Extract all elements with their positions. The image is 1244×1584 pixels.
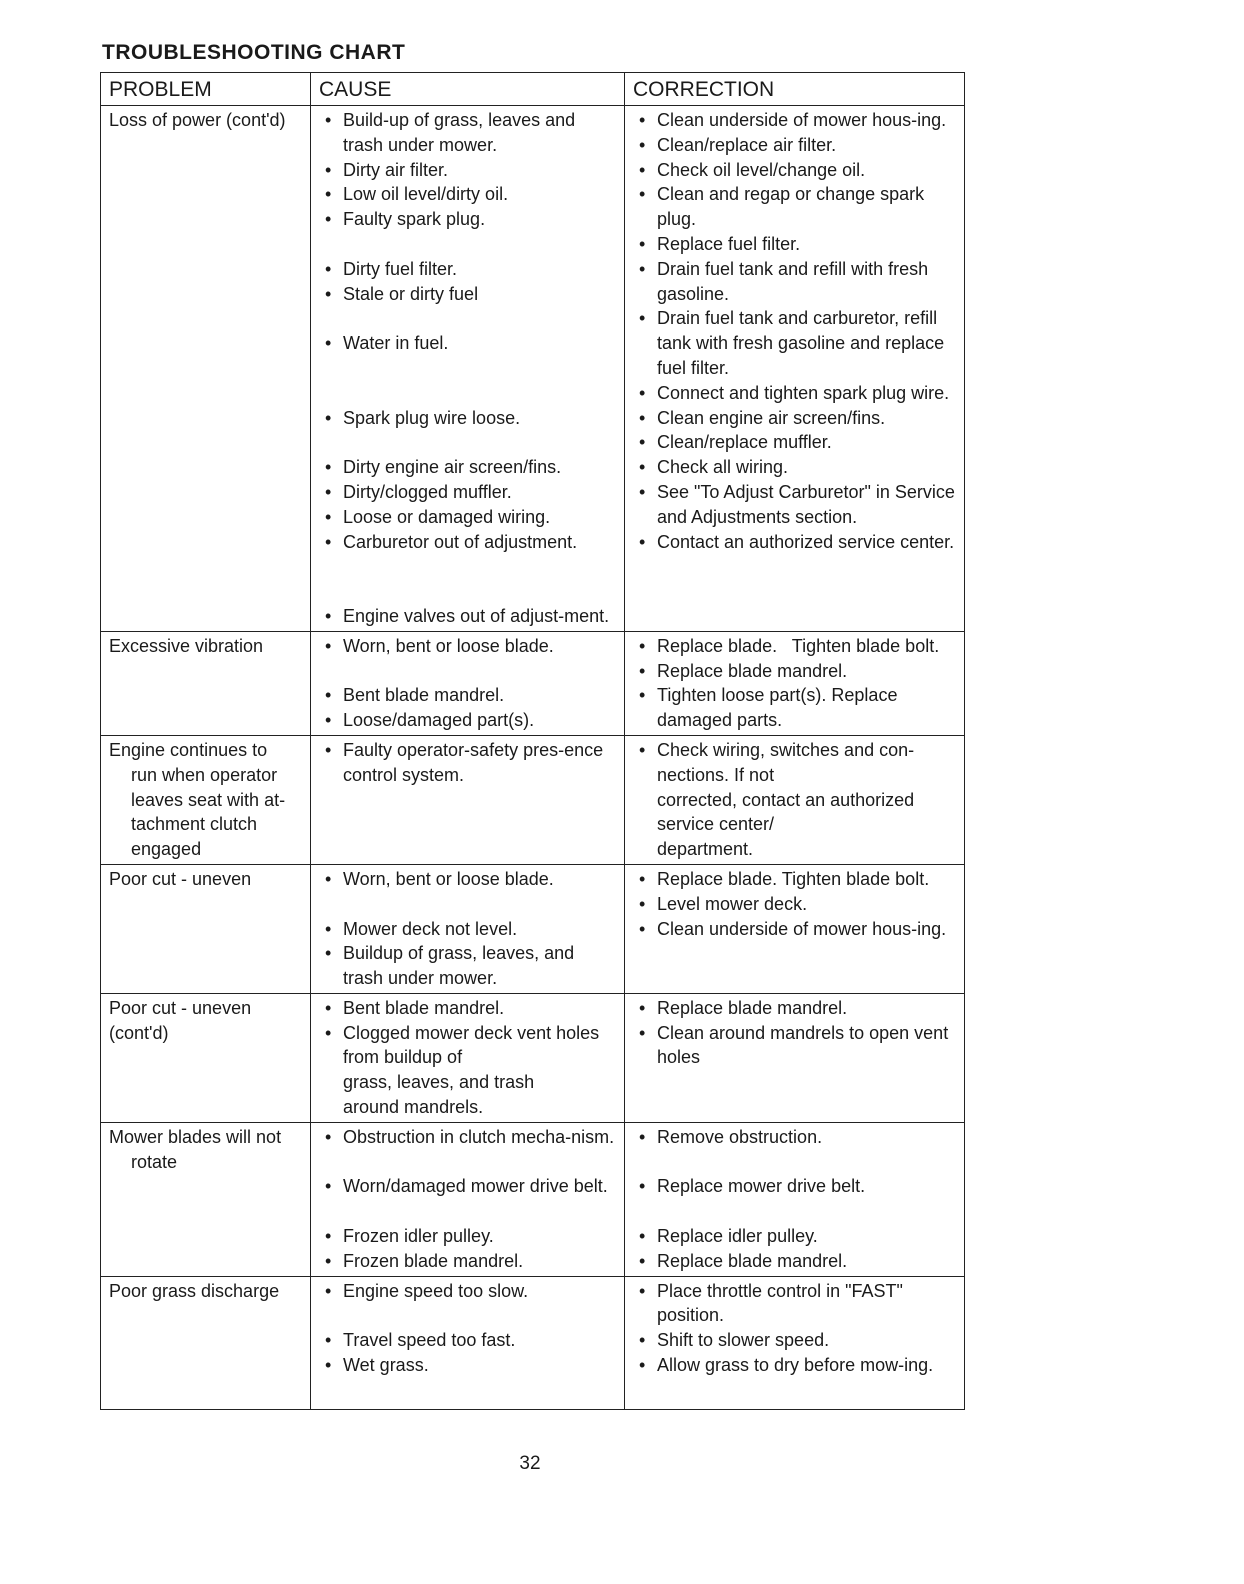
problem-cell: Excessive vibration (101, 631, 311, 735)
correction-line: corrected, contact an authorized (657, 789, 915, 810)
problem-cell (101, 735, 311, 864)
correction-item (633, 738, 958, 862)
correction-item: • Connect and tighten spark plug wire. (633, 381, 958, 406)
problem-line: Mower blades will not (109, 1126, 282, 1147)
correction-item: • Drain fuel tank and refill with fresh gasoline. (633, 257, 958, 307)
correction-item: • Level mower deck. (633, 892, 958, 917)
table-row (101, 993, 965, 1122)
problem-line: leaves seat with at- (131, 789, 286, 810)
cause-item: • Dirty engine air screen/fins. (319, 455, 618, 480)
cause-item: • Build-up of grass, leaves and trash under mower. (319, 108, 618, 158)
correction-cell (625, 1276, 965, 1409)
correction-item: • Clean underside of mower hous-ing. (633, 108, 958, 133)
cause-item: • Dirty fuel filter. (319, 257, 618, 282)
cause-cell (311, 106, 625, 632)
cause-item: • Worn/damaged mower drive belt. (319, 1174, 618, 1224)
table-row (101, 106, 965, 632)
problem-line: Engine continues to (109, 739, 268, 760)
correction-cell (625, 106, 965, 632)
table-row (101, 735, 965, 864)
correction-item: • Clean and regap or change spark plug. (633, 182, 958, 232)
correction-item: • Shift to slower speed. (633, 1328, 958, 1353)
cause-item: • Worn, bent or loose blade. (319, 867, 618, 917)
correction-item: • Drain fuel tank and carburetor, refill tank with fresh gasoline and replace fuel filter. (633, 306, 958, 380)
header-cause: CAUSE (311, 73, 625, 106)
correction-item: • Clean underside of mower hous-ing. (633, 917, 958, 942)
correction-item: • Replace blade. Tighten blade bolt. (633, 867, 958, 892)
correction-cell (625, 631, 965, 735)
correction-item: • Clean engine air screen/fins. (633, 406, 958, 431)
correction-item: • Allow grass to dry before mow-ing. (633, 1353, 958, 1378)
correction-item: • Check oil level/change oil. (633, 158, 958, 183)
problem-line: tachment clutch (131, 814, 258, 835)
cause-item: • Low oil level/dirty oil. (319, 182, 618, 207)
cause-item: • Frozen idler pulley. (319, 1224, 618, 1249)
cause-cell (311, 993, 625, 1122)
table-row (101, 631, 965, 735)
correction-item: • Remove obstruction. (633, 1125, 958, 1175)
correction-item: • Contact an authorized service center. (633, 530, 958, 555)
cause-item (319, 1021, 618, 1120)
problem-cell (101, 993, 311, 1122)
cause-item: • Dirty/clogged muffler. (319, 480, 618, 505)
correction-line: service center/ (657, 814, 775, 835)
correction-item: • Tighten loose part(s). Replace damaged parts. (633, 683, 958, 733)
cause-item: • Bent blade mandrel. (319, 996, 618, 1021)
cause-cell (311, 631, 625, 735)
table-row (101, 1276, 965, 1409)
page-number: 32 (519, 1453, 541, 1474)
correction-cell (625, 735, 965, 864)
problem-line: (cont'd) (109, 1022, 169, 1043)
cause-cell (311, 864, 625, 993)
problem-line: engaged (131, 839, 202, 860)
correction-line: department. (657, 839, 754, 860)
problem-line: run when operator (131, 764, 278, 785)
cause-item: • Loose/damaged part(s). (319, 708, 618, 733)
header-correction: CORRECTION (625, 73, 965, 106)
correction-item: • Replace blade mandrel. (633, 996, 958, 1021)
table-header-row (101, 73, 965, 106)
correction-item: • Place throttle control in "FAST" position. (633, 1279, 958, 1329)
correction-item: • Replace fuel filter. (633, 232, 958, 257)
correction-cell (625, 993, 965, 1122)
correction-item: • Check all wiring. (633, 455, 958, 480)
cause-item: • Mower deck not level. (319, 917, 618, 942)
correction-item: • Replace idler pulley. (633, 1224, 958, 1249)
cause-item: • Engine speed too slow. (319, 1279, 618, 1329)
correction-item: • See "To Adjust Carburetor" in Service and Adjustments section. (633, 480, 958, 530)
cause-item: • Travel speed too fast. (319, 1328, 618, 1353)
cause-line: Clogged mower deck vent holes from buildup of (343, 1022, 600, 1068)
correction-cell (625, 864, 965, 993)
cause-line: around mandrels. (343, 1097, 484, 1118)
cause-item: • Stale or dirty fuel (319, 282, 618, 332)
problem-cell: Poor cut - uneven (101, 864, 311, 993)
problem-cell (101, 1122, 311, 1276)
table-row (101, 1122, 965, 1276)
table-row (101, 864, 965, 993)
correction-item: • Clean/replace air filter. (633, 133, 958, 158)
cause-item: • Dirty air filter. (319, 158, 618, 183)
problem-cell: Loss of power (cont'd) (101, 106, 311, 632)
correction-item: • Clean around mandrels to open vent holes (633, 1021, 958, 1071)
correction-line: Check wiring, switches and con-nections. If not (657, 739, 915, 785)
correction-item: • Replace blade mandrel. (633, 659, 958, 684)
chart-title: TROUBLESHOOTING CHART (102, 41, 406, 64)
problem-line: Poor cut - uneven (109, 997, 252, 1018)
cause-item: • Faulty spark plug. (319, 207, 618, 257)
cause-item: • Buildup of grass, leaves, and trash under mower. (319, 941, 618, 991)
header-problem: PROBLEM (101, 73, 311, 106)
cause-item: • Spark plug wire loose. (319, 406, 618, 456)
cause-cell (311, 735, 625, 864)
troubleshooting-table (100, 72, 965, 1410)
cause-item: • Water in fuel. (319, 331, 618, 405)
correction-item: • Replace mower drive belt. (633, 1174, 958, 1224)
cause-item: • Frozen blade mandrel. (319, 1249, 618, 1274)
correction-item: • Clean/replace muffler. (633, 430, 958, 455)
cause-item: • Engine valves out of adjust-ment. (319, 604, 618, 629)
cause-item: • Wet grass. (319, 1353, 618, 1378)
correction-item: • Replace blade. Tighten blade bolt. (633, 634, 958, 659)
cause-item: • Worn, bent or loose blade. (319, 634, 618, 684)
cause-item: • Bent blade mandrel. (319, 683, 618, 708)
correction-cell (625, 1122, 965, 1276)
cause-cell (311, 1122, 625, 1276)
problem-line: rotate (131, 1151, 178, 1172)
problem-cell: Poor grass discharge (101, 1276, 311, 1409)
cause-line: grass, leaves, and trash (343, 1072, 535, 1093)
cause-item: • Carburetor out of adjustment. (319, 530, 618, 604)
cause-item: • Obstruction in clutch mecha-nism. (319, 1125, 618, 1175)
cause-item: • Loose or damaged wiring. (319, 505, 618, 530)
cause-item: • Faulty operator-safety pres-ence control system. (319, 738, 618, 788)
correction-item: • Replace blade mandrel. (633, 1249, 958, 1274)
cause-cell (311, 1276, 625, 1409)
